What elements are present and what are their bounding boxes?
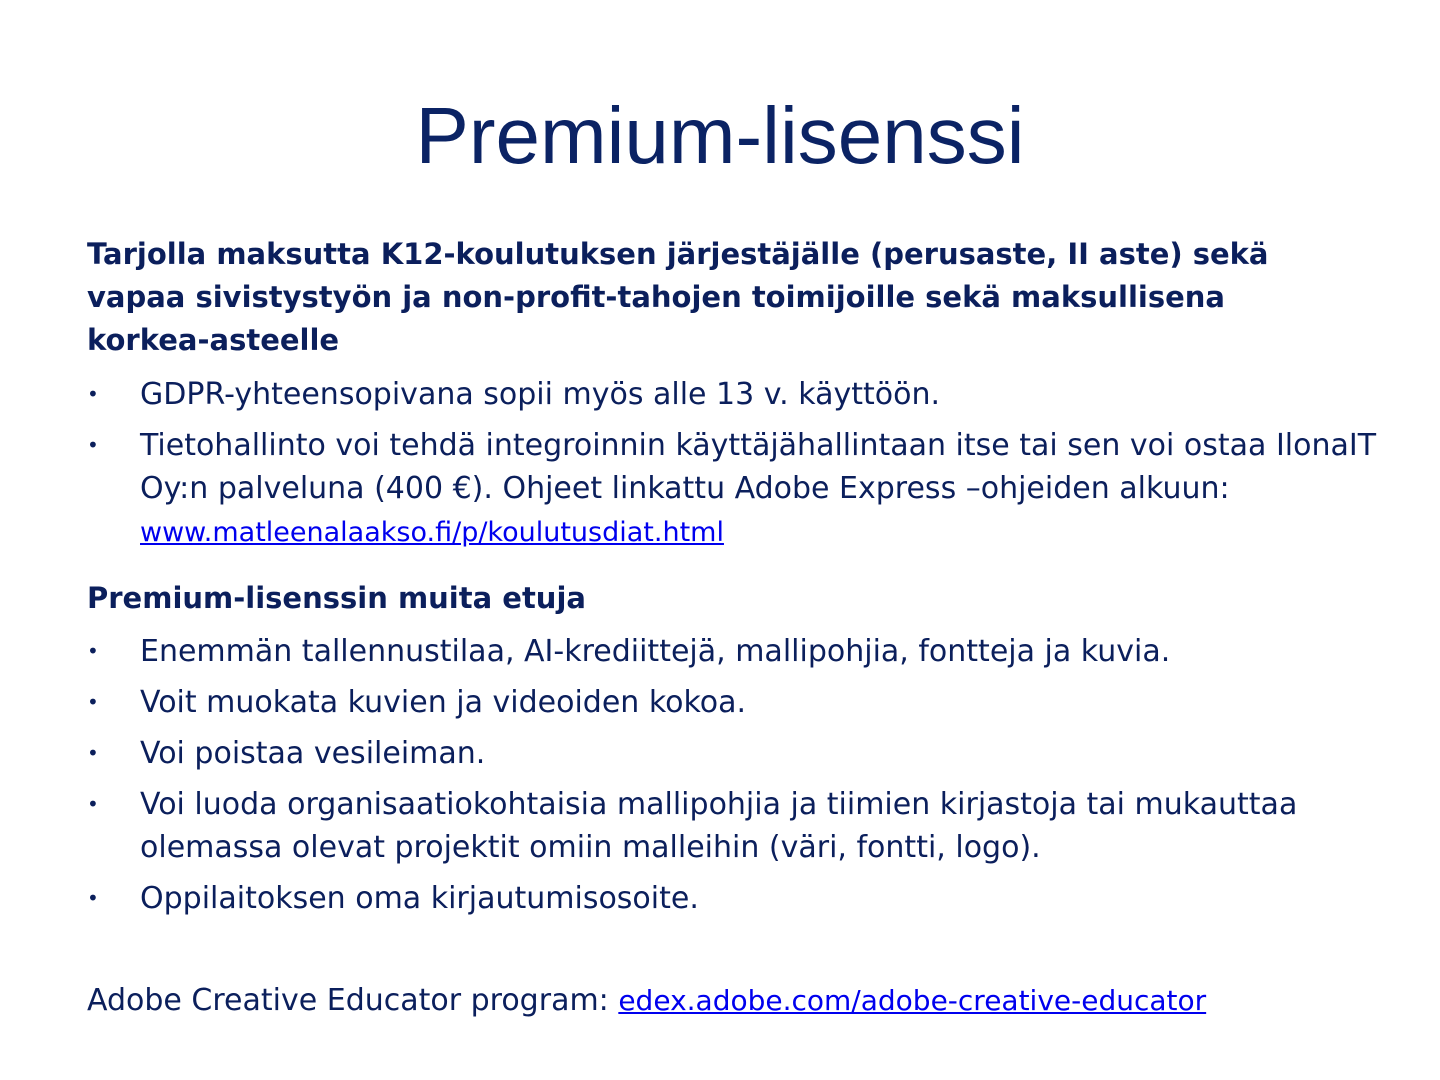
list-item <box>87 373 1387 416</box>
bullet-text: Oppilaitoksen oma kirjautumisosoite. <box>140 881 699 916</box>
bullet-text: Voit muokata kuvien ja videoiden kokoa. <box>140 685 747 720</box>
bullet-text: Enemmän tallennustilaa, AI-krediittejä, mallipohjia, fontteja ja kuvia. <box>140 634 1171 669</box>
slide-title: Premium-lisenssi <box>415 91 1025 180</box>
bullet-icon: • <box>87 382 99 406</box>
bullet-icon: • <box>87 886 99 910</box>
list-item <box>87 424 1387 554</box>
footer <box>87 979 1206 1022</box>
list-item <box>87 732 1387 775</box>
bullet-text: Tietohallinto voi tehdä integroinnin käyttäjähallintaan itse tai sen voi ostaa IlonaIT Oy:n palveluna (400 €). Ohjeet linkattu Adobe Express –ohjeiden alkuun: <box>140 428 1377 506</box>
list-item <box>87 783 1387 869</box>
slide-content <box>87 233 1387 928</box>
bullet-text: Voi poistaa vesileiman. <box>140 736 486 771</box>
bullet-icon: • <box>87 639 99 663</box>
list-item <box>87 681 1387 724</box>
benefits-bullet-list <box>87 630 1387 920</box>
intro-heading: Tarjolla maksutta K12-koulutuksen järjestäjälle (perusaste, II aste) sekä vapaa sivistystyön ja non-profit-tahojen toimijoille sekä maksullisena korkea-asteelle <box>87 237 1269 357</box>
footer-text: Adobe Creative Educator program: <box>87 983 619 1018</box>
list-item <box>87 630 1387 673</box>
bullet-icon: • <box>87 741 99 765</box>
bullet-text: GDPR-yhteensopivana sopii myös alle 13 v. käyttöön. <box>140 377 941 412</box>
adobe-educator-link[interactable]: edex.adobe.com/adobe-creative-educator <box>618 984 1207 1017</box>
list-item <box>87 877 1387 920</box>
bullet-text: Voi luoda organisaatiokohtaisia mallipohjia ja tiimien kirjastoja tai mukauttaa olemassa olevat projektit omiin malleihin (väri, fontti, logo). <box>140 787 1298 865</box>
bullet-icon: • <box>87 792 99 816</box>
intro-bullet-list <box>87 373 1387 554</box>
koulutusdiat-link[interactable]: www.matleenalaakso.fi/p/koulutusdiat.html <box>140 517 724 548</box>
bullet-icon: • <box>87 690 99 714</box>
benefits-heading: Premium-lisenssin muita etuja <box>87 581 586 615</box>
bullet-icon: • <box>87 433 99 457</box>
